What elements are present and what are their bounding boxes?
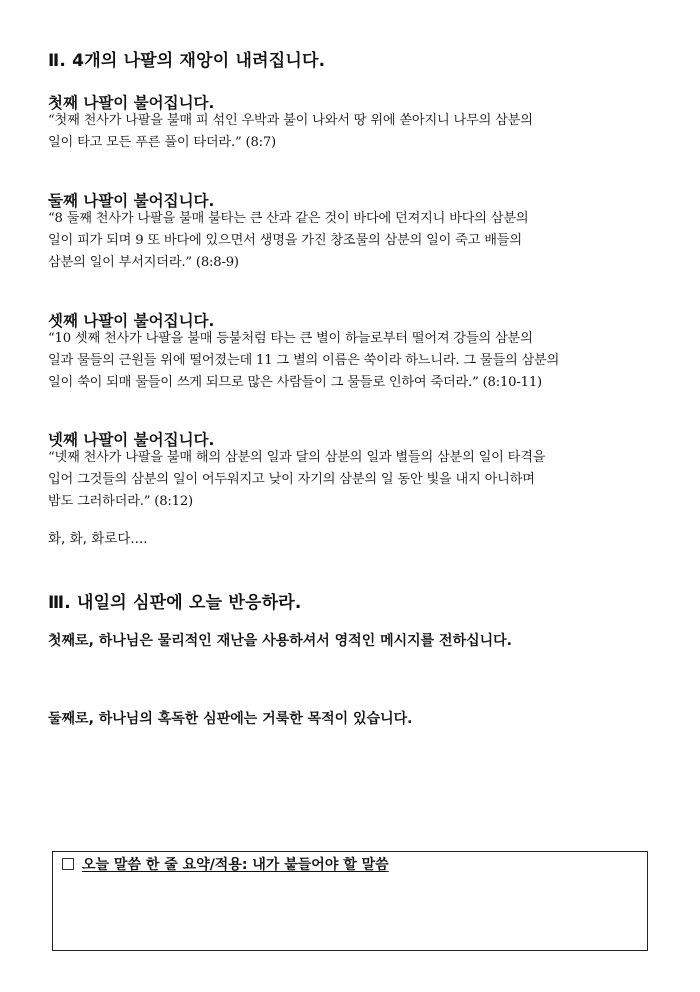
summary-box-title: 오늘 말씀 한 줄 요약/적용: 내가 붙들어야 할 말씀 bbox=[82, 857, 389, 873]
quote-line: 밤도 그러하더라.” (8:12) bbox=[48, 494, 193, 509]
quote-line: “넷째 천사가 나팔을 불매 해의 삼분의 일과 달의 삼분의 일과 별들의 삼분의 일이 타격을 bbox=[48, 450, 546, 465]
checkbox-icon[interactable] bbox=[62, 858, 74, 870]
section3-title: Ⅲ. 내일의 심판에 오늘 반응하라. bbox=[48, 593, 302, 613]
summary-box bbox=[52, 851, 648, 951]
quote-line: “첫째 천사가 나팔을 불매 피 섞인 우박과 불이 나와서 땅 위에 쏟아지니 나무의 삼분의 bbox=[48, 113, 533, 128]
trumpet1-quote bbox=[48, 110, 640, 154]
quote-line: 삼분의 일이 부서지더라.” (8:8-9) bbox=[48, 255, 239, 270]
point-two: 둘째로, 하나님의 혹독한 심판에는 거룩한 목적이 있습니다. bbox=[48, 711, 413, 727]
quote-line: 입어 그것들의 삼분의 일이 어두워지고 낮이 자기의 삼분의 일 동안 빛을 내지 아니하며 bbox=[48, 472, 535, 487]
trumpet4-heading: 넷째 나팔이 불어집니다. bbox=[48, 431, 215, 449]
exclamation: 화, 화, 화로다.... bbox=[48, 531, 148, 547]
point-one: 첫째로, 하나님은 물리적인 재난을 사용하셔서 영적인 메시지를 전하십니다. bbox=[48, 633, 512, 649]
trumpet1-heading: 첫째 나팔이 불어집니다. bbox=[48, 94, 215, 112]
trumpet2-quote bbox=[48, 208, 640, 274]
quote-line: 일이 타고 모든 푸른 풀이 타더라.” (8:7) bbox=[48, 135, 277, 150]
trumpet3-heading: 셋째 나팔이 불어집니다. bbox=[48, 312, 215, 330]
quote-line: 일이 피가 되며 9 또 바다에 있으면서 생명을 가진 창조물의 삼분의 일이 죽고 배들의 bbox=[48, 233, 522, 248]
trumpet3-quote bbox=[48, 328, 640, 394]
quote-line: 일이 쑥이 되매 물들이 쓰게 되므로 많은 사람들이 그 물들로 인하여 죽더라.” (8:10-11) bbox=[48, 375, 542, 390]
summary-box-header bbox=[62, 854, 389, 874]
section2-title: Ⅱ. 4개의 나팔의 재앙이 내려집니다. bbox=[48, 51, 326, 71]
quote-line: “8 둘째 천사가 나팔을 불매 불타는 큰 산과 같은 것이 바다에 던져지니 바다의 삼분의 bbox=[48, 211, 529, 226]
trumpet2-heading: 둘째 나팔이 불어집니다. bbox=[48, 192, 215, 210]
trumpet4-quote bbox=[48, 447, 640, 513]
quote-line: “10 셋째 천사가 나팔을 불매 등불처럼 타는 큰 별이 하늘로부터 떨어져 강들의 삼분의 bbox=[48, 331, 533, 346]
quote-line: 일과 물들의 근원들 위에 떨어졌는데 11 그 별의 이름은 쑥이라 하느니라. 그 물들의 삼분의 bbox=[48, 353, 560, 368]
